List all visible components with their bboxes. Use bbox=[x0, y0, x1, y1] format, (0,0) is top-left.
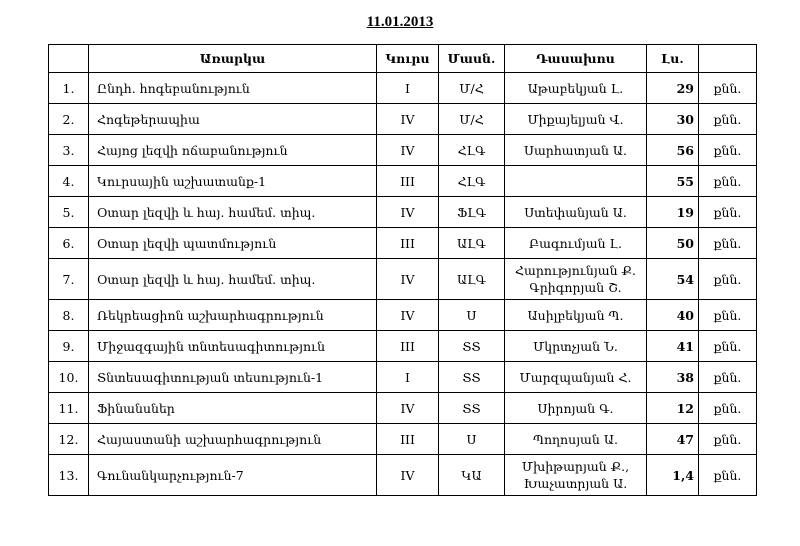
header-lecturer: Դասախոս bbox=[505, 45, 647, 73]
row-unit: քնն. bbox=[699, 455, 757, 496]
row-unit: քնն. bbox=[699, 104, 757, 135]
row-num: 11. bbox=[49, 393, 89, 424]
row-num: 5. bbox=[49, 197, 89, 228]
row-num: 6. bbox=[49, 228, 89, 259]
table-row bbox=[49, 424, 757, 455]
row-room: 56 bbox=[647, 135, 699, 166]
table-row bbox=[49, 166, 757, 197]
header-room: Լս. bbox=[647, 45, 699, 73]
row-course: III bbox=[377, 166, 439, 197]
row-lecturer-line: Խաչատրյան Ա. bbox=[523, 476, 628, 491]
row-dept: Մ/Հ bbox=[439, 73, 505, 104]
row-unit: քնն. bbox=[699, 362, 757, 393]
row-unit: քնն. bbox=[699, 73, 757, 104]
row-unit: քնն. bbox=[699, 197, 757, 228]
row-lecturer: Բագումյան Լ. bbox=[505, 228, 647, 259]
row-subject: Տնտեսագիտության տեսություն-1 bbox=[89, 362, 377, 393]
row-dept: ԱԼԳ bbox=[439, 259, 505, 300]
row-lecturer: Մկրտչյան Ն. bbox=[505, 331, 647, 362]
row-num: 3. bbox=[49, 135, 89, 166]
table-row bbox=[49, 331, 757, 362]
row-dept: ՏՏ bbox=[439, 362, 505, 393]
row-room: 50 bbox=[647, 228, 699, 259]
row-num: 2. bbox=[49, 104, 89, 135]
row-subject: Հայոց լեզվի ոճաբանություն bbox=[89, 135, 377, 166]
row-lecturer bbox=[505, 455, 647, 496]
table-row bbox=[49, 362, 757, 393]
header-course: Կուրս bbox=[377, 45, 439, 73]
table-row bbox=[49, 135, 757, 166]
row-lecturer: Պողոսյան Ա. bbox=[505, 424, 647, 455]
row-course: IV bbox=[377, 393, 439, 424]
row-course: IV bbox=[377, 197, 439, 228]
row-room: 30 bbox=[647, 104, 699, 135]
row-room: 55 bbox=[647, 166, 699, 197]
row-unit: քնն. bbox=[699, 259, 757, 300]
row-subject: Օտար լեզվի և հայ. համեմ. տիպ. bbox=[89, 259, 377, 300]
header-num bbox=[49, 45, 89, 73]
header-dept: Մասն. bbox=[439, 45, 505, 73]
row-lecturer: Սիրոյան Գ. bbox=[505, 393, 647, 424]
row-lecturer: Ասիլբեկյան Պ. bbox=[505, 300, 647, 331]
row-dept: Մ/Հ bbox=[439, 104, 505, 135]
row-course: IV bbox=[377, 300, 439, 331]
row-dept: ՀԼԳ bbox=[439, 135, 505, 166]
row-num: 1. bbox=[49, 73, 89, 104]
row-dept: ԱԼԳ bbox=[439, 228, 505, 259]
table-row bbox=[49, 228, 757, 259]
row-dept: ՏՏ bbox=[439, 331, 505, 362]
row-dept: Ս bbox=[439, 424, 505, 455]
row-course: IV bbox=[377, 455, 439, 496]
row-dept: ԿԱ bbox=[439, 455, 505, 496]
table-row bbox=[49, 104, 757, 135]
row-unit: քնն. bbox=[699, 393, 757, 424]
row-unit: քնն. bbox=[699, 166, 757, 197]
header-unit bbox=[699, 45, 757, 73]
row-lecturer: Միքայելյան Վ. bbox=[505, 104, 647, 135]
row-room: 38 bbox=[647, 362, 699, 393]
row-subject: Գունանկարչություն-7 bbox=[89, 455, 377, 496]
row-lecturer-line: Հարությունյան Ք. bbox=[514, 263, 637, 278]
row-course: III bbox=[377, 228, 439, 259]
row-num: 9. bbox=[49, 331, 89, 362]
row-num: 12. bbox=[49, 424, 89, 455]
row-room: 41 bbox=[647, 331, 699, 362]
row-dept: ՀԼԳ bbox=[439, 166, 505, 197]
row-course: IV bbox=[377, 135, 439, 166]
row-room: 40 bbox=[647, 300, 699, 331]
table-row bbox=[49, 259, 757, 300]
table-row bbox=[49, 455, 757, 496]
row-course: I bbox=[377, 362, 439, 393]
row-lecturer: Մարզպանյան Հ. bbox=[505, 362, 647, 393]
row-course: IV bbox=[377, 259, 439, 300]
row-subject: Ֆինանսներ bbox=[89, 393, 377, 424]
row-room: 12 bbox=[647, 393, 699, 424]
row-dept: ՖԼԳ bbox=[439, 197, 505, 228]
row-course: III bbox=[377, 331, 439, 362]
row-num: 10. bbox=[49, 362, 89, 393]
row-subject: Հայաստանի աշխարհագրություն bbox=[89, 424, 377, 455]
row-lecturer bbox=[505, 259, 647, 300]
row-subject: Կուրսային աշխատանք-1 bbox=[89, 166, 377, 197]
row-lecturer bbox=[505, 166, 647, 197]
row-num: 8. bbox=[49, 300, 89, 331]
table-header-row bbox=[49, 45, 757, 73]
row-unit: քնն. bbox=[699, 424, 757, 455]
row-room: 1,4 bbox=[647, 455, 699, 496]
row-subject: Օտար լեզվի պատմություն bbox=[89, 228, 377, 259]
table-row bbox=[49, 300, 757, 331]
row-dept: Ս bbox=[439, 300, 505, 331]
table-row bbox=[49, 197, 757, 228]
row-subject: Ընդհ. հոգեբանություն bbox=[89, 73, 377, 104]
row-unit: քնն. bbox=[699, 300, 757, 331]
row-num: 13. bbox=[49, 455, 89, 496]
row-room: 19 bbox=[647, 197, 699, 228]
row-unit: քնն. bbox=[699, 135, 757, 166]
row-lecturer: Ստեփանյան Ա. bbox=[505, 197, 647, 228]
row-subject: Օտար լեզվի և հայ. համեմ. տիպ. bbox=[89, 197, 377, 228]
header-subject: Առարկա bbox=[89, 45, 377, 73]
row-course: III bbox=[377, 424, 439, 455]
row-num: 7. bbox=[49, 259, 89, 300]
row-subject: Միջազգային տնտեսագիտություն bbox=[89, 331, 377, 362]
table-row bbox=[49, 73, 757, 104]
row-num: 4. bbox=[49, 166, 89, 197]
row-dept: ՏՏ bbox=[439, 393, 505, 424]
table-row bbox=[49, 393, 757, 424]
row-room: 29 bbox=[647, 73, 699, 104]
row-room: 47 bbox=[647, 424, 699, 455]
row-lecturer-line: Մխիթարյան Ք., bbox=[521, 459, 630, 474]
exam-schedule-table bbox=[48, 44, 757, 496]
row-subject: Ռեկրեացիոն աշխարհագրություն bbox=[89, 300, 377, 331]
row-lecturer: Սարհատյան Ա. bbox=[505, 135, 647, 166]
row-subject: Հոգեթերապիա bbox=[89, 104, 377, 135]
row-course: IV bbox=[377, 104, 439, 135]
exam-date-title: 11.01.2013 bbox=[366, 14, 434, 30]
row-unit: քնն. bbox=[699, 228, 757, 259]
row-course: I bbox=[377, 73, 439, 104]
row-room: 54 bbox=[647, 259, 699, 300]
row-unit: քնն. bbox=[699, 331, 757, 362]
row-lecturer: Աթաբեկյան Լ. bbox=[505, 73, 647, 104]
row-lecturer-line: Գրիգորյան Շ. bbox=[529, 280, 622, 295]
